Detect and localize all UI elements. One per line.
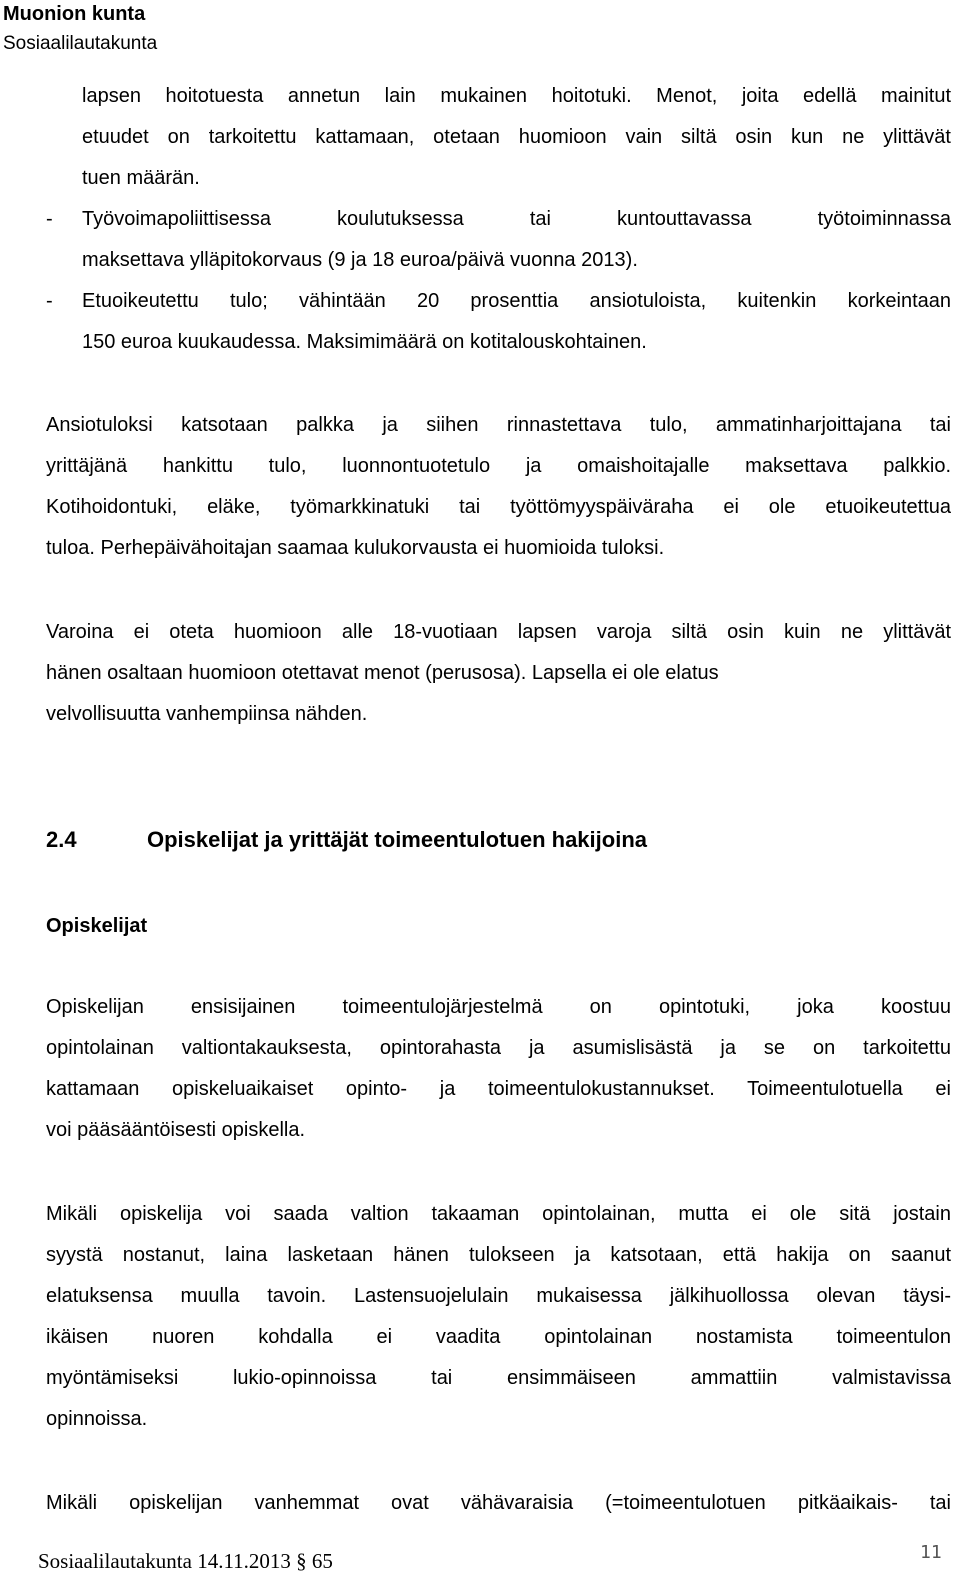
paragraph-line: Ansiotuloksi katsotaan palkka ja siihen rinnastettava tulo, ammatinharjoittajana tai [46,414,951,436]
paragraph-line: opinnoissa. [46,1408,148,1430]
department-name: Sosiaalilautakunta [3,33,158,54]
page-number: 11 [920,1542,942,1563]
list-item-line: 150 euroa kuukaudessa. Maksimimäärä on kotitalouskohtainen. [82,331,647,353]
paragraph-line: kattamaan opiskeluaikaiset opinto- ja toimeentulokustannukset. Toimeentulotuella ei [46,1078,951,1100]
list-continuation-line: tuen määrän. [82,167,200,189]
paragraph-line: Varoina ei oteta huomioon alle 18-vuotiaan lapsen varoja siltä osin kuin ne ylittävät [46,621,951,643]
paragraph-line: myöntämiseksi lukio-opinnoissa tai ensimmäiseen ammattiin valmistavissa [46,1367,951,1389]
list-dash: - [46,290,53,312]
paragraph-line: Mikäli opiskelija voi saada valtion takaaman opintolainan, mutta ei ole sitä jostain [46,1203,951,1225]
paragraph-line: hänen osaltaan huomioon otettavat menot (perusosa). Lapsella ei ole elatus [46,662,719,684]
section-title: Opiskelijat ja yrittäjät toimeentulotuen hakijoina [147,827,647,852]
list-item-line: Etuoikeutettu tulo; vähintään 20 prosenttia ansiotuloista, kuitenkin korkeintaan [82,290,951,312]
paragraph-line: velvollisuutta vanhempiinsa nähden. [46,703,368,725]
paragraph-line: elatuksensa muulla tavoin. Lastensuojelulain mukaisessa jälkihuollossa olevan täysi- [46,1285,951,1307]
paragraph-line: opintolainan valtiontakauksesta, opintorahasta ja asumislisästä ja se on tarkoitettu [46,1037,951,1059]
list-continuation-line: etuudet on tarkoitettu kattamaan, otetaan huomioon vain siltä osin kun ne ylittävät [82,126,951,148]
subheading: Opiskelijat [46,915,148,937]
paragraph-line: ikäisen nuoren kohdalla ei vaadita opintolainan nostamista toimeentulon [46,1326,951,1348]
paragraph-line: syystä nostanut, laina lasketaan hänen tulokseen ja katsotaan, että hakija on saanut [46,1244,951,1266]
paragraph-line: Mikäli opiskelijan vanhemmat ovat vähävaraisia (=toimeentulotuen pitkäaikais- tai [46,1492,951,1514]
paragraph-line: voi pääsääntöisesti opiskella. [46,1119,306,1141]
paragraph-line: yrittäjänä hankittu tulo, luonnontuotetulo ja omaishoitajalle maksettava palkkio. [46,455,951,477]
paragraph-line: Opiskelijan ensisijainen toimeentulojärjestelmä on opintotuki, joka koostuu [46,996,951,1018]
list-dash: - [46,208,53,230]
organization-name: Muonion kunta [3,3,146,25]
paragraph-line: tuloa. Perhepäivähoitajan saamaa kulukorvausta ei huomioida tuloksi. [46,537,665,559]
paragraph-line: Kotihoidontuki, eläke, työmarkkinatuki tai työttömyyspäiväraha ei ole etuoikeutettua [46,496,951,518]
section-number: 2.4 [46,827,77,852]
document-header [3,0,157,58]
list-item-line: maksettava ylläpitokorvaus (9 ja 18 euroa/päivä vuonna 2013). [82,249,638,271]
list-continuation-line: lapsen hoitotuesta annetun lain mukainen hoitotuki. Menot, joita edellä mainitut [82,85,951,107]
list-item-line: Työvoimapoliittisessa koulutuksessa tai kuntouttavassa työtoiminnassa [82,208,951,230]
document-footer: Sosiaalilautakunta 14.11.2013 § 65 [38,1549,333,1573]
